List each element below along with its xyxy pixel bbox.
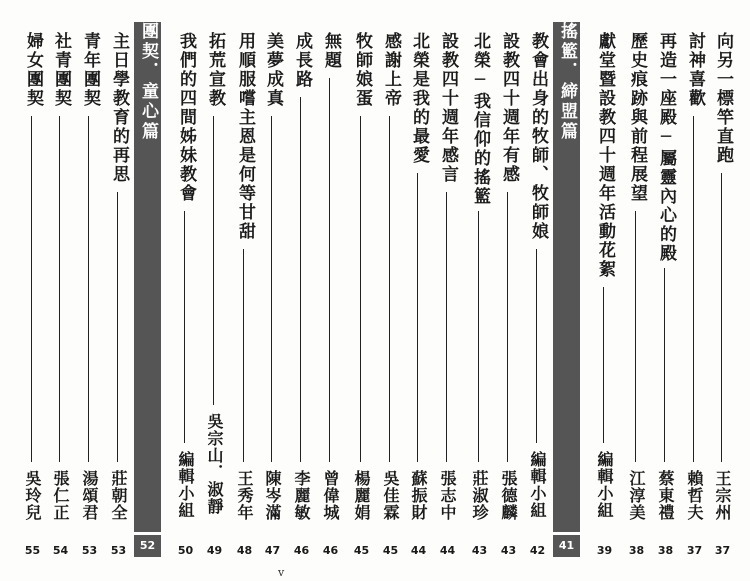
entry-author: 蘇振財 bbox=[409, 470, 428, 521]
page-number: 45 bbox=[382, 544, 399, 557]
entry-title: 向另一標竿直跑 bbox=[713, 32, 733, 165]
entry-author: 楊麗娟 bbox=[352, 470, 371, 521]
entry-author: 莊淑珍 bbox=[470, 470, 489, 521]
page-number: 42 bbox=[529, 544, 546, 557]
entry-title: 再造一座殿─屬靈內心的殿 bbox=[656, 32, 676, 263]
entry-title: 設教四十週年感言 bbox=[438, 32, 458, 184]
entry-author: 編輯小組 bbox=[595, 451, 614, 519]
page-number: 53 bbox=[110, 544, 127, 557]
entry-author: 陳岑滿 bbox=[263, 470, 282, 521]
toc-entry bbox=[76, 22, 103, 557]
leader-line bbox=[329, 78, 330, 462]
entry-title: 感謝上帝 bbox=[381, 32, 401, 108]
page-number: 45 bbox=[353, 544, 370, 557]
page-number: 37 bbox=[686, 544, 703, 557]
page-number: 43 bbox=[500, 544, 517, 557]
leader-line bbox=[478, 211, 479, 462]
section-title: 團契．童心篇 bbox=[134, 22, 161, 532]
section-title: 搖籃．締盟篇 bbox=[553, 22, 580, 532]
leader-line bbox=[117, 192, 118, 462]
entry-author: 江淳美 bbox=[627, 470, 646, 521]
leader-line bbox=[213, 116, 214, 405]
leader-line bbox=[271, 116, 272, 462]
page-number: 38 bbox=[628, 544, 645, 557]
entry-title: 社青團契 bbox=[51, 32, 71, 108]
toc-entry bbox=[47, 22, 74, 557]
leader-line bbox=[360, 116, 361, 462]
page-number: 49 bbox=[206, 544, 223, 557]
leader-line bbox=[664, 268, 665, 462]
page-number: 55 bbox=[24, 544, 41, 557]
entry-title: 北榮─我信仰的搖籃 bbox=[470, 32, 490, 206]
entry-author: 李麗敏 bbox=[292, 470, 311, 521]
entry-title: 討神喜歡 bbox=[685, 32, 705, 108]
entry-author: 編輯小組 bbox=[528, 451, 547, 519]
entry-author: 曾偉城 bbox=[321, 470, 340, 521]
toc-entry bbox=[495, 22, 522, 557]
toc-entry bbox=[19, 22, 46, 557]
entry-author: 吳宗山．淑靜 bbox=[205, 413, 224, 515]
toc-entry bbox=[681, 22, 708, 557]
page-number: 46 bbox=[293, 544, 310, 557]
leader-line bbox=[389, 116, 390, 462]
page-number-roman: v bbox=[278, 566, 285, 579]
entry-title: 北榮是我的最愛 bbox=[409, 32, 429, 165]
toc-entry bbox=[317, 22, 344, 557]
entry-author: 編輯小組 bbox=[176, 451, 195, 519]
leader-line bbox=[603, 287, 604, 443]
toc-section-header bbox=[553, 22, 580, 557]
page-number: 39 bbox=[596, 544, 613, 557]
entry-title: 成長路 bbox=[292, 32, 312, 89]
toc-entry bbox=[591, 22, 618, 557]
entry-author: 張仁正 bbox=[51, 470, 70, 521]
entry-title: 婦女團契 bbox=[23, 32, 43, 108]
entry-author: 張志中 bbox=[438, 470, 457, 521]
leader-line bbox=[536, 249, 537, 443]
page-number: 37 bbox=[714, 544, 731, 557]
page-number: 43 bbox=[471, 544, 488, 557]
entry-title: 拓荒宣教 bbox=[205, 32, 225, 108]
page-number: 44 bbox=[439, 544, 456, 557]
entry-author: 吳玲兒 bbox=[23, 470, 42, 521]
leader-line bbox=[184, 211, 185, 443]
toc-section-header bbox=[134, 22, 161, 557]
entry-title: 獻堂暨設教四十週年活動花絮 bbox=[595, 32, 615, 279]
entry-title: 青年團契 bbox=[80, 32, 100, 108]
page-number: 53 bbox=[81, 544, 98, 557]
entry-author: 蔡東禮 bbox=[656, 470, 675, 521]
leader-line bbox=[31, 116, 32, 462]
page-number: 50 bbox=[177, 544, 194, 557]
entry-title: 無題 bbox=[321, 32, 341, 70]
toc-entry bbox=[652, 22, 679, 557]
page-number: 54 bbox=[52, 544, 69, 557]
toc-entry bbox=[105, 22, 132, 557]
page-number: 52 bbox=[134, 535, 161, 557]
page-number: 47 bbox=[264, 544, 281, 557]
entry-title: 美夢成真 bbox=[263, 32, 283, 108]
entry-title: 用順服嚐主恩是何等甘甜 bbox=[235, 32, 255, 241]
toc-entry bbox=[405, 22, 432, 557]
page-number: 46 bbox=[322, 544, 339, 557]
toc-entry bbox=[623, 22, 650, 557]
leader-line bbox=[446, 192, 447, 462]
leader-line bbox=[507, 192, 508, 462]
toc-entry bbox=[348, 22, 375, 557]
entry-author: 吳佳霖 bbox=[381, 470, 400, 521]
toc-entry bbox=[709, 22, 736, 557]
toc-entry bbox=[377, 22, 404, 557]
leader-line bbox=[417, 173, 418, 462]
entry-title: 我們的四間姊妹教會 bbox=[176, 32, 196, 203]
leader-line bbox=[59, 116, 60, 462]
entry-title: 主日學教育的再思 bbox=[109, 32, 129, 184]
entry-author: 王秀年 bbox=[235, 470, 254, 521]
entry-title: 歷史痕跡與前程展望 bbox=[627, 32, 647, 203]
toc-entry bbox=[434, 22, 461, 557]
toc-entry bbox=[259, 22, 286, 557]
leader-line bbox=[721, 173, 722, 462]
entry-author: 賴哲夫 bbox=[685, 470, 704, 521]
entry-title: 牧師娘蛋 bbox=[352, 32, 372, 108]
leader-line bbox=[300, 97, 301, 462]
page-number: 48 bbox=[236, 544, 253, 557]
leader-line bbox=[635, 211, 636, 462]
toc-entry bbox=[466, 22, 493, 557]
entry-title: 設教四十週年有感 bbox=[499, 32, 519, 184]
entry-author: 王宗州 bbox=[713, 470, 732, 521]
page-number: 38 bbox=[657, 544, 674, 557]
entry-author: 湯頌君 bbox=[80, 470, 99, 521]
leader-line bbox=[693, 116, 694, 462]
leader-line bbox=[88, 116, 89, 462]
entry-author: 張德麟 bbox=[499, 470, 518, 521]
entry-title: 教會出身的牧師、牧師娘 bbox=[528, 32, 548, 241]
leader-line bbox=[243, 249, 244, 462]
toc-entry bbox=[288, 22, 315, 557]
toc-entry bbox=[201, 22, 228, 557]
page-number: 44 bbox=[410, 544, 427, 557]
entry-author: 莊朝全 bbox=[109, 470, 128, 521]
toc-entry bbox=[231, 22, 258, 557]
toc-entry bbox=[172, 22, 199, 557]
page-number: 41 bbox=[553, 535, 580, 557]
toc-entry bbox=[524, 22, 551, 557]
